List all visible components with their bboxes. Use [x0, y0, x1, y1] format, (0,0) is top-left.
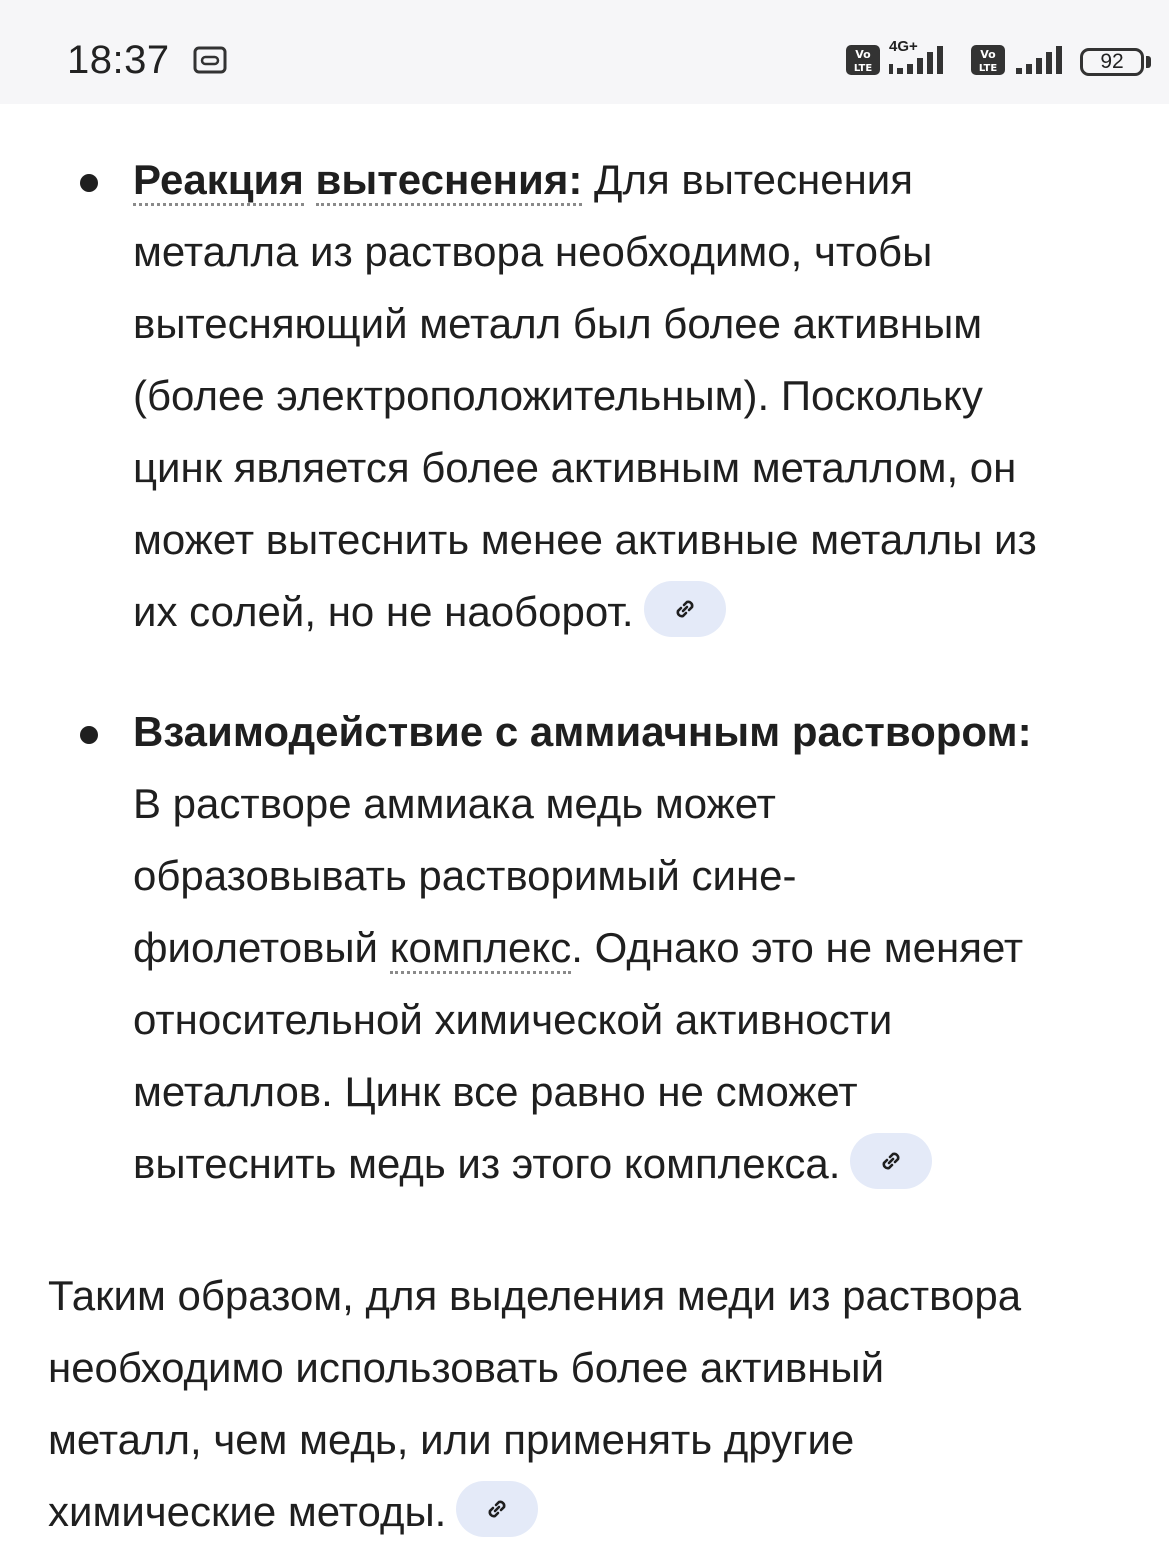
signal-icon: [1014, 44, 1070, 81]
list-item-text: цинк является более активным металлом, он: [133, 444, 1017, 491]
svg-text:LTE: LTE: [978, 63, 998, 74]
conclusion-text: химические методы.: [48, 1488, 447, 1535]
list-item-text: вытесняющий металл был более активным: [133, 300, 983, 347]
svg-text:LTE: LTE: [853, 63, 873, 74]
list-item-text: их солей, но не наоборот.: [133, 588, 634, 635]
list-item-text: вытеснить медь из этого комплекса.: [133, 1140, 841, 1187]
conclusion-paragraph: [48, 1260, 1021, 1548]
list-item-text: . Однако это не меняет: [571, 924, 1024, 971]
glossary-term[interactable]: Реакция: [133, 156, 304, 206]
source-link-button[interactable]: [456, 1481, 538, 1537]
conclusion-text: Таким образом, для выделения меди из раствора: [48, 1272, 1022, 1319]
cast-icon: [193, 46, 227, 81]
conclusion-text: необходимо использовать более активный: [48, 1344, 885, 1391]
list-item-text: Для вытеснения: [594, 156, 913, 203]
link-icon: [671, 595, 699, 623]
list-item-text: фиолетовый: [133, 924, 379, 971]
list-item-text: может вытеснить менее активные металлы из: [133, 516, 1037, 563]
list-item-text: (более электроположительным). Поскольку: [133, 372, 983, 419]
list-item-text: относительной химической активности: [133, 996, 893, 1043]
list-item-title: Взаимодействие с аммиачным раствором:: [133, 708, 1032, 755]
link-icon: [483, 1495, 511, 1523]
svg-text:Vo: Vo: [855, 48, 871, 61]
link-icon: [877, 1147, 905, 1175]
list-item-text: В растворе аммиака медь может: [133, 780, 776, 827]
battery-icon: 92: [1080, 48, 1144, 76]
svg-text:Vo: Vo: [980, 48, 996, 61]
status-bar: [0, 0, 1169, 104]
battery-tip: [1146, 56, 1151, 68]
bullet-point: [80, 726, 98, 744]
source-link-button[interactable]: [644, 581, 726, 637]
glossary-term[interactable]: вытеснения:: [316, 156, 583, 206]
bullet-point: [80, 174, 98, 192]
glossary-term[interactable]: комплекс: [390, 924, 572, 974]
list-item: [133, 144, 1037, 648]
volte-icon: [970, 44, 1006, 81]
conclusion-text: металл, чем медь, или применять другие: [48, 1416, 855, 1463]
source-link-button[interactable]: [850, 1133, 932, 1189]
list-item-text: металлов. Цинк все равно не сможет: [133, 1068, 858, 1115]
list-item: [133, 696, 1032, 1200]
network-type: 4G+: [889, 38, 918, 55]
signal-icon: [889, 44, 961, 81]
list-item-text: образовывать растворимый сине-: [133, 852, 797, 899]
status-time: 18:37: [67, 38, 170, 82]
list-item-text: металла из раствора необходимо, чтобы: [133, 228, 933, 275]
volte-icon: [845, 44, 881, 81]
